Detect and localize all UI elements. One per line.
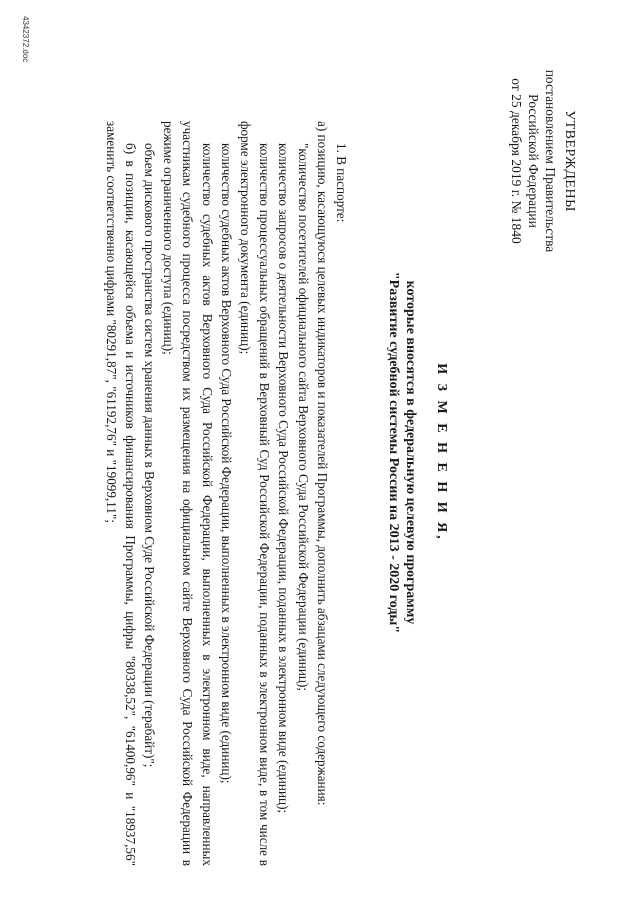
approval-block <box>508 36 578 286</box>
paragraph-subitem-b: б) в позиции, касающейся объема и источников финансирования Программы, цифры "80338,52", "61400,96" и "18937,56" заменить соответственно цифрами "80291,87", "61192,76" и "19099,11"; <box>103 121 138 866</box>
approval-line-1: постановлением Правительства <box>543 69 558 253</box>
paragraph: "количество посетителей официального сайта Верховного Суда Российской Федерации (единиц); <box>295 143 311 691</box>
paragraph: количество судебных актов Верховного Суда Российской Федерации, выполненных в электронном виде, направленных участникам судебного процесса посредством их размещения на официальном сайте Верховного Суда Российской Федерации в режиме ограниченного доступа (единиц); <box>161 121 215 866</box>
paragraph: количество процессуальных обращений в Верховный Суд Российской Федерации, поданных в электронном виде, в том числе в форме электронного документа (единиц); <box>237 121 273 866</box>
title-line-1: которые вносятся в федеральную целевую программу <box>403 280 418 625</box>
title-line-2: "Развитие судебной системы России на 2013 - 2020 годы" <box>386 271 401 634</box>
paragraph-subitem-a: а) позицию, касающуюся целевых индикаторов и показателей Программы, дополнить абзацами следующего содержания: <box>314 121 330 806</box>
document-file-code: 4342372.doc <box>21 16 30 63</box>
paragraph: объем дискового пространства систем хранения данных в Верховном Суде Российской Федерации (терабайт)"; <box>141 143 157 768</box>
approval-line-2: Российской Федерации <box>526 94 541 228</box>
paragraph: количество судебных актов Верховного Суда Российской Федерации, выполненных в электронном виде (единиц); <box>218 143 234 784</box>
document-title <box>385 0 450 905</box>
document-body <box>101 121 351 866</box>
paragraph-item-1: 1. В паспорте: <box>334 143 349 223</box>
title-heading: И З М Е Н Е Н И Я, <box>434 363 449 542</box>
approval-heading: УТВЕРЖДЕНЫ <box>562 110 577 212</box>
paragraph: количество запросов о деятельности Верховного Суда Российской Федерации, поданных в электронном виде (единиц); <box>276 143 292 814</box>
approval-line-3: от 25 декабря 2019 г. № 1840 <box>509 78 524 244</box>
